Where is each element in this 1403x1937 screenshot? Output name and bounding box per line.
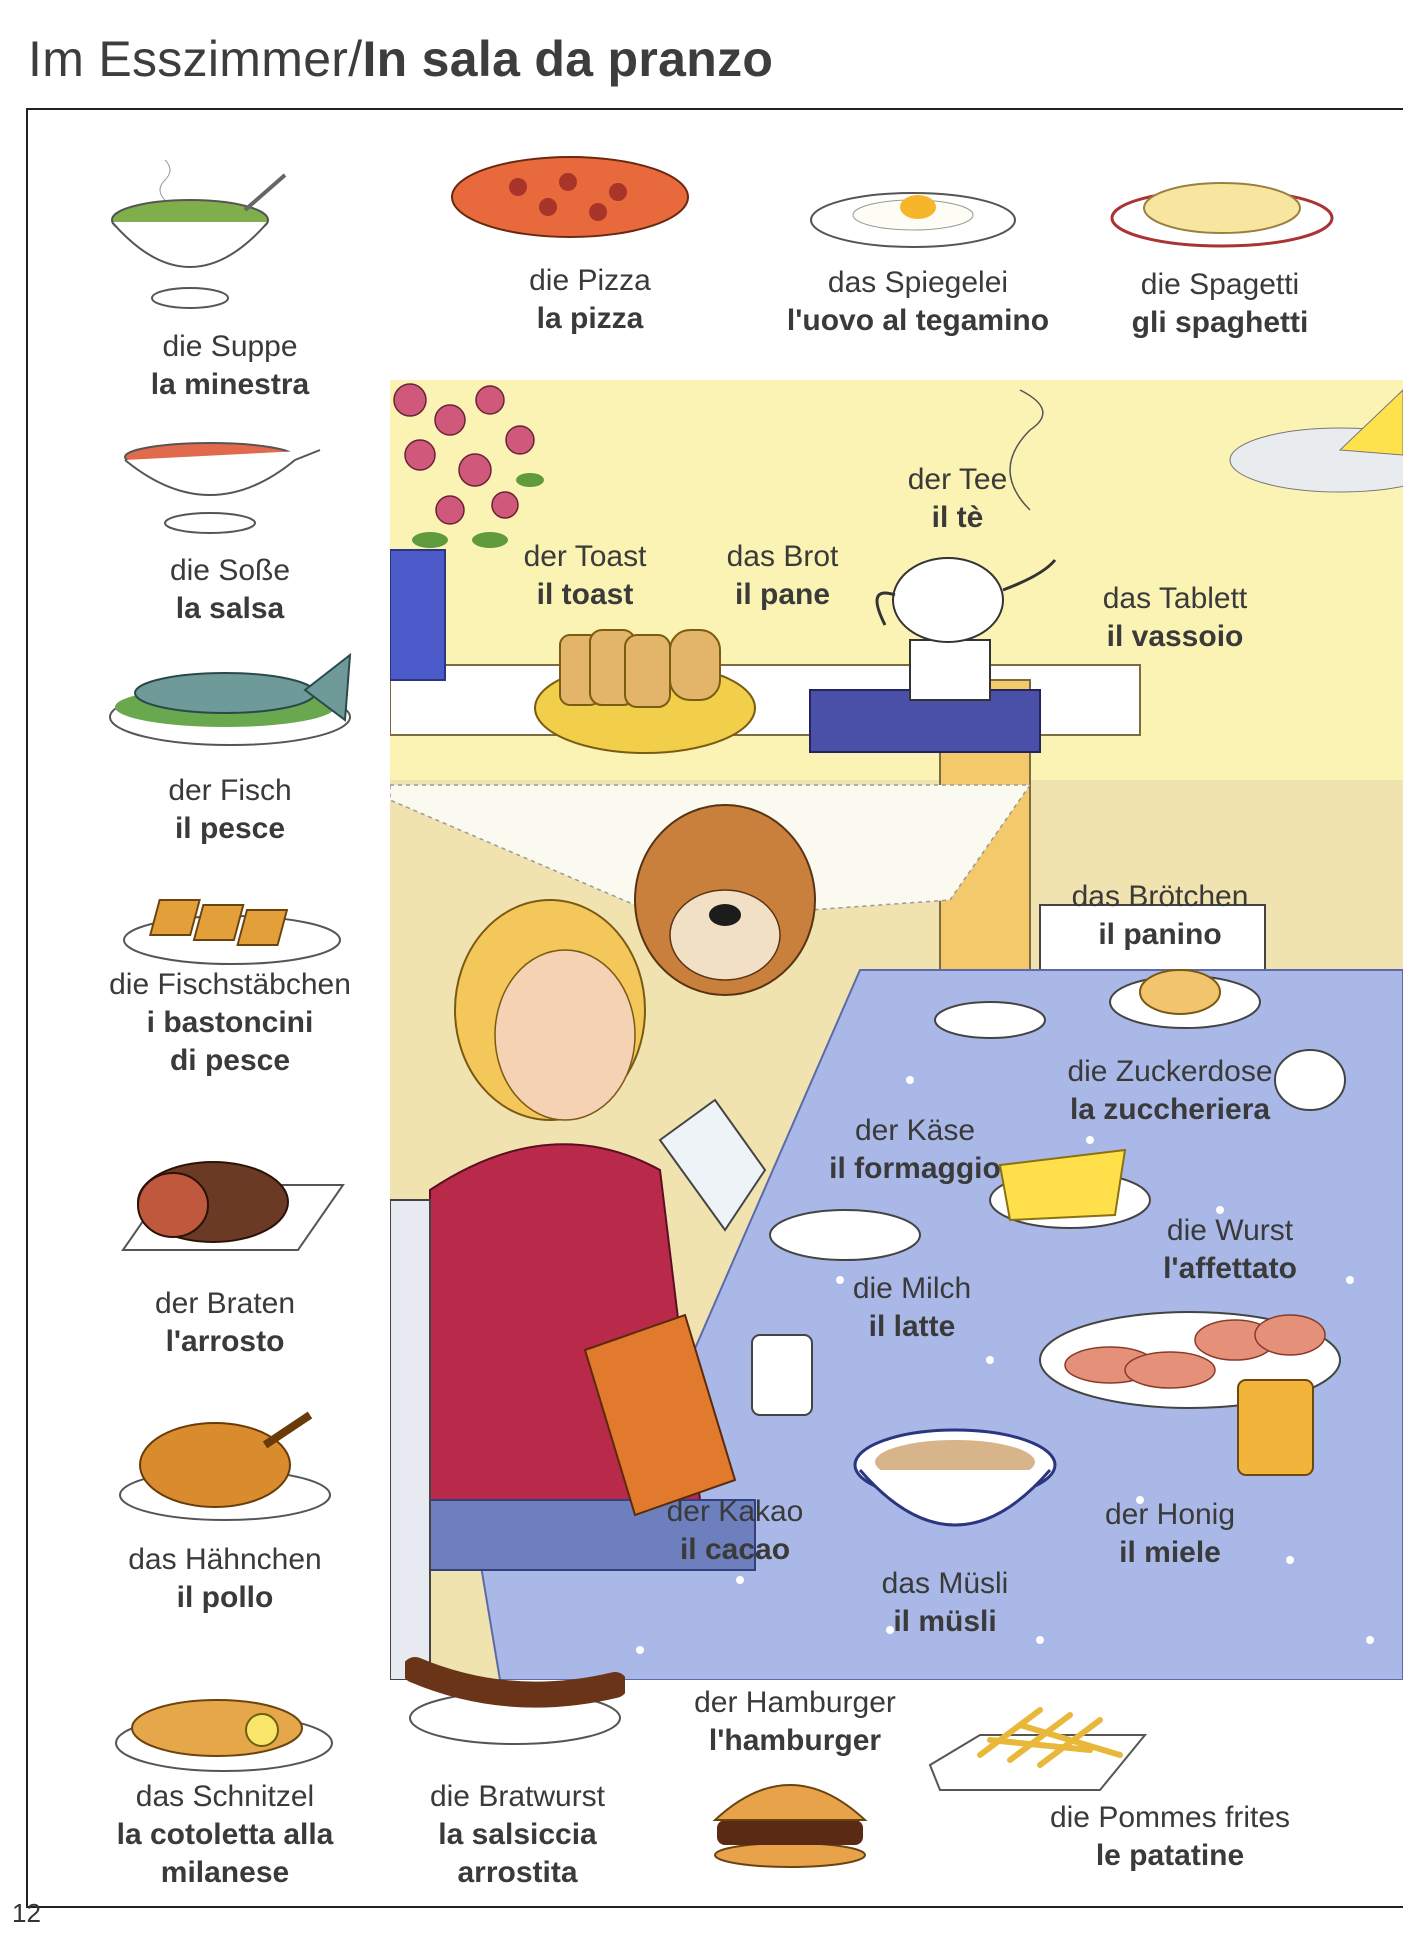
- label-italian: il pane: [734, 578, 831, 611]
- bratwurst-illustration: [405, 1640, 625, 1750]
- label-schnitzel: [80, 1778, 370, 1892]
- roast-illustration: [118, 1140, 348, 1270]
- fish-sticks-illustration: [120, 880, 345, 970]
- label-italian: gli spaghetti: [1131, 306, 1309, 339]
- label-italian: la pizza: [536, 302, 644, 335]
- label-spiegelei: [758, 264, 1078, 340]
- label-german: die Wurst: [1166, 1214, 1294, 1247]
- page-title: [28, 30, 773, 88]
- label-toast: [470, 538, 700, 614]
- label-german: das Brot: [726, 540, 839, 573]
- label-german: der Honig: [1104, 1498, 1236, 1531]
- label-pizza: [470, 262, 710, 338]
- label-german: die Pizza: [529, 264, 651, 297]
- label-hamburger: [670, 1684, 920, 1760]
- label-german: die Milch: [852, 1272, 972, 1305]
- label-broetchen: [1040, 878, 1280, 954]
- label-sosse: [110, 552, 350, 628]
- label-italian: l'hamburger: [708, 1724, 882, 1757]
- label-italian: il panino: [1098, 918, 1222, 951]
- label-tablett: [1060, 580, 1290, 656]
- label-german: der Käse: [854, 1114, 976, 1147]
- spaghetti-illustration: [1110, 168, 1335, 250]
- label-german: die Zuckerdose: [1067, 1055, 1273, 1088]
- label-kaese: [800, 1112, 1030, 1188]
- schnitzel-illustration: [112, 1678, 337, 1778]
- label-german: die Suppe: [162, 330, 298, 363]
- label-german: die Bratwurst: [429, 1780, 606, 1813]
- label-italian: il tè: [931, 501, 984, 534]
- label-german: das Spiegelei: [827, 266, 1009, 299]
- soup-tureen-illustration: [105, 150, 295, 315]
- label-italian: il cacao: [679, 1533, 791, 1566]
- label-fisch: [110, 772, 350, 848]
- label-italian: il müsli: [893, 1605, 997, 1638]
- label-italian: il vassoio: [1106, 620, 1244, 653]
- label-italian-line2: milanese: [160, 1856, 290, 1889]
- label-italian: l'uovo al tegamino: [786, 304, 1050, 337]
- label-brot: [690, 538, 875, 614]
- label-italian: il miele: [1119, 1536, 1221, 1569]
- label-italian-line2: di pesce: [169, 1044, 291, 1077]
- label-german: der Toast: [523, 540, 647, 573]
- gravy-boat-illustration: [110, 415, 325, 540]
- label-italian: il pollo: [176, 1581, 274, 1614]
- label-italian: la zuccheriera: [1069, 1093, 1271, 1126]
- label-italian: il formaggio: [829, 1152, 1001, 1185]
- hamburger-illustration: [705, 1770, 875, 1870]
- page-number: 12: [12, 1898, 41, 1928]
- label-italian: l'arrosto: [165, 1325, 285, 1358]
- label-german: die Fischstäbchen: [109, 968, 351, 1001]
- label-german: der Braten: [154, 1287, 296, 1320]
- label-suppe: [110, 328, 350, 404]
- label-italian: il pesce: [174, 812, 286, 845]
- label-italian: i bastoncini: [146, 1006, 314, 1039]
- french-fries-illustration: [920, 1695, 1150, 1800]
- label-italian: la salsa: [175, 592, 285, 625]
- label-german: der Fisch: [168, 774, 292, 807]
- pizza-illustration: [448, 152, 693, 242]
- label-wurst: [1120, 1212, 1340, 1288]
- label-italian: le patatine: [1095, 1839, 1245, 1872]
- label-zuckerdose: [1030, 1053, 1310, 1129]
- label-german: der Kakao: [666, 1495, 804, 1528]
- label-german: das Brötchen: [1071, 880, 1249, 913]
- label-german: das Schnitzel: [135, 1780, 315, 1813]
- label-fischstaebchen: [75, 966, 385, 1080]
- label-honig: [1060, 1496, 1280, 1572]
- label-braten: [110, 1285, 340, 1361]
- label-italian: la salsiccia: [438, 1818, 597, 1851]
- label-haehnchen: [100, 1541, 350, 1617]
- label-pommes: [1020, 1799, 1320, 1875]
- label-italian: il latte: [868, 1310, 956, 1343]
- label-spagetti: [1100, 266, 1340, 342]
- label-bratwurst: [400, 1778, 635, 1892]
- fried-egg-illustration: [808, 185, 1018, 250]
- label-german: das Hähnchen: [128, 1543, 322, 1576]
- label-german: die Spagetti: [1140, 268, 1300, 301]
- label-german: der Hamburger: [694, 1686, 896, 1719]
- label-tee: [870, 461, 1045, 537]
- label-german: das Tablett: [1102, 582, 1248, 615]
- label-italian-line2: arrostita: [457, 1856, 578, 1889]
- label-german: die Soße: [169, 554, 291, 587]
- label-muesli: [835, 1565, 1055, 1641]
- label-italian: il toast: [536, 578, 634, 611]
- label-italian: l'affettato: [1163, 1252, 1297, 1285]
- label-milch: [812, 1270, 1012, 1346]
- title-italian: In sala da pranzo: [362, 31, 774, 87]
- label-german: die Pommes frites: [1049, 1801, 1291, 1834]
- label-italian: la minestra: [150, 368, 310, 401]
- label-german: das Müsli: [881, 1567, 1009, 1600]
- label-italian: la cotoletta alla: [116, 1818, 334, 1851]
- title-german: Im Esszimmer/: [28, 31, 363, 87]
- label-german: der Tee: [907, 463, 1008, 496]
- fish-dish-illustration: [105, 635, 360, 750]
- label-kakao: [625, 1493, 845, 1569]
- roast-chicken-illustration: [115, 1395, 335, 1525]
